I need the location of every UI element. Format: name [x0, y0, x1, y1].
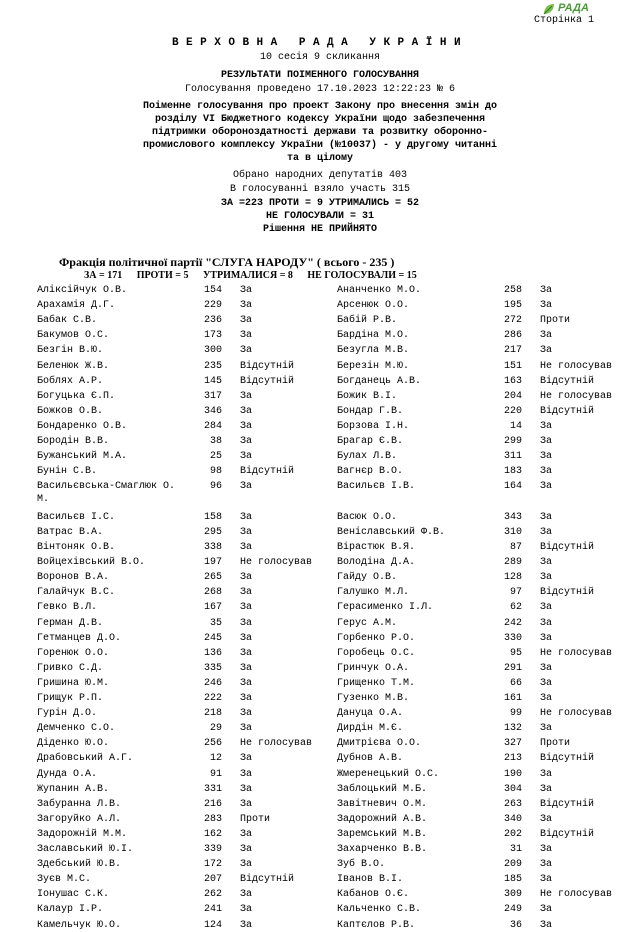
faction-not-voted: НЕ ГОЛОСУВАЛИ = 15 — [307, 270, 417, 281]
deputy-vote: За — [240, 285, 253, 296]
deputy-vote: За — [240, 919, 253, 931]
deputy-name: Задорожній М.М. — [37, 828, 128, 840]
deputy-name: Грищук Р.П. — [37, 693, 104, 704]
deputy-name: Дирдін М.Є. — [337, 723, 404, 735]
deputy-vote: За — [540, 677, 553, 689]
deputy-seat-number: 289 — [503, 557, 522, 569]
deputy-name: Васильєв І.С. — [37, 511, 116, 523]
deputy-name: Ватрас В.А. — [37, 526, 104, 538]
deputy-vote: За — [240, 632, 253, 644]
deputy-vote: За — [540, 481, 553, 493]
deputy-name: Гевко В.Л. — [37, 602, 98, 614]
deputy-seat-number: 207 — [203, 874, 222, 886]
deputy-vote: За — [540, 693, 553, 704]
deputy-seat-number: 222 — [203, 693, 222, 704]
deputy-vote: За — [540, 466, 553, 478]
deputy-vote: За — [240, 436, 253, 447]
deputy-seat-number: 343 — [503, 511, 522, 523]
deputy-seat-number: 161 — [503, 693, 522, 704]
deputy-seat-number: 173 — [203, 330, 222, 342]
not-voted-total: НЕ ГОЛОСУВАЛИ = 31 — [265, 211, 375, 222]
deputy-name: Дмитрієва О.О. — [337, 738, 422, 750]
deputy-vote: За — [540, 844, 553, 855]
deputy-name: Безгін В.Ю. — [37, 345, 104, 357]
deputy-seat-number: 338 — [203, 542, 222, 553]
deputy-vote: За — [540, 285, 553, 296]
participated-count: В голосуванні взяло участь 315 — [229, 184, 411, 195]
description-line: та в цілому — [286, 153, 353, 164]
deputy-seat-number: 217 — [503, 345, 522, 357]
deputy-seat-number: 213 — [503, 753, 522, 765]
deputy-vote: Відсутній — [240, 360, 295, 372]
deputy-vote: За — [240, 345, 253, 357]
deputy-seat-number: 335 — [203, 662, 222, 674]
deputy-seat-number: 283 — [203, 813, 222, 825]
deputy-vote: За — [240, 315, 253, 327]
deputy-seat-number: 229 — [203, 300, 222, 312]
deputy-seat-number: 124 — [203, 919, 222, 931]
deputy-name: Бородін В.В. — [37, 436, 110, 447]
deputy-name: Вінтоняк О.В. — [37, 542, 116, 553]
faction-abstained: УТРИМАЛИСЯ = 8 — [202, 270, 293, 281]
deputy-vote: Проти — [240, 813, 271, 825]
deputy-seat-number: 299 — [503, 436, 522, 447]
deputy-name: Герасименко І.Л. — [337, 602, 434, 614]
deputy-name: Дунда О.А. — [37, 768, 98, 780]
elected-count: Обрано народних депутатів 403 — [232, 170, 408, 181]
deputy-name-continued: М. — [37, 494, 50, 506]
vote-description — [100, 100, 540, 165]
decision: Рішення НЕ ПРИЙНЯТО — [262, 224, 378, 235]
deputy-vote: За — [540, 557, 553, 569]
deputy-vote: За — [240, 526, 253, 538]
description-line: Поіменне голосування про проект Закону про внесення змін до — [142, 101, 498, 112]
deputy-seat-number: 145 — [203, 375, 222, 387]
deputy-vote: За — [540, 602, 553, 614]
deputy-vote: За — [240, 844, 253, 855]
deputy-name: Богданець А.В. — [337, 375, 422, 387]
deputy-seat-number: 99 — [509, 708, 522, 720]
deputy-name: Божик В.І. — [337, 390, 398, 402]
deputy-seat-number: 204 — [503, 390, 522, 402]
deputy-seat-number: 96 — [209, 481, 222, 493]
deputy-name: Бондаренко О.В. — [37, 420, 128, 432]
deputy-seat-number: 258 — [503, 285, 522, 296]
deputy-seat-number: 346 — [203, 405, 222, 417]
deputy-name: Іонушас С.К. — [37, 889, 110, 901]
deputy-vote: За — [240, 677, 253, 689]
deputy-seat-number: 304 — [503, 783, 522, 795]
deputy-name: Галайчук В.С. — [37, 587, 116, 599]
deputy-name: Аліксійчук О.В. — [37, 285, 128, 296]
deputy-vote: За — [540, 511, 553, 523]
deputy-seat-number: 167 — [203, 602, 222, 614]
deputy-name: Брагар Є.В. — [337, 436, 404, 447]
deputy-vote: За — [540, 813, 553, 825]
deputy-seat-number: 235 — [203, 360, 222, 372]
deputy-name: Захарченко В.В. — [337, 844, 428, 855]
deputy-name: Гайду О.В. — [337, 572, 398, 584]
deputy-seat-number: 163 — [503, 375, 522, 387]
deputy-seat-number: 91 — [209, 768, 222, 780]
deputy-seat-number: 220 — [503, 405, 522, 417]
deputy-vote: За — [540, 662, 553, 674]
deputy-name: Бабак С.В. — [37, 315, 98, 327]
deputy-seat-number: 209 — [503, 859, 522, 871]
deputy-name: Зуб В.О. — [337, 859, 386, 871]
deputy-name: Жмеренецький О.С. — [337, 768, 440, 780]
rada-logo — [542, 2, 638, 16]
deputy-seat-number: 284 — [203, 420, 222, 432]
deputy-vote: За — [240, 708, 253, 720]
deputy-name: Беленюк Ж.В. — [37, 360, 110, 372]
deputy-seat-number: 98 — [209, 466, 222, 478]
deputy-name: Боблях А.Р. — [37, 375, 104, 387]
deputy-seat-number: 128 — [503, 572, 522, 584]
deputy-vote: За — [240, 420, 253, 432]
deputy-vote: Відсутній — [540, 828, 595, 840]
deputy-name: Зуєв М.С. — [37, 874, 92, 886]
deputy-name: Галушко М.Л. — [337, 587, 410, 599]
description-line: підтримки обороноздатності держави та розвитку оборонно- — [151, 127, 489, 138]
deputy-seat-number: 202 — [503, 828, 522, 840]
deputy-vote: Не голосував — [540, 390, 613, 402]
deputy-vote: За — [540, 330, 553, 342]
deputy-name: Кабанов О.Є. — [337, 889, 410, 901]
deputy-name: Арахамія Д.Г. — [37, 300, 116, 312]
deputy-vote: За — [540, 919, 553, 931]
deputy-seat-number: 331 — [203, 783, 222, 795]
deputy-vote: За — [240, 783, 253, 795]
deputy-name: Веніславський Ф.В. — [337, 526, 446, 538]
deputy-vote: Відсутній — [540, 375, 595, 387]
deputy-name: Вагнєр В.О. — [337, 466, 404, 478]
deputy-vote: Не голосував — [540, 360, 613, 372]
deputy-seat-number: 36 — [509, 919, 522, 931]
deputy-vote: За — [540, 526, 553, 538]
deputy-seat-number: 286 — [503, 330, 522, 342]
deputy-name: Березін М.Ю. — [337, 360, 410, 372]
deputy-seat-number: 218 — [203, 708, 222, 720]
deputy-name: Здебський Ю.В. — [37, 859, 122, 871]
deputy-seat-number: 256 — [203, 738, 222, 750]
deputy-name: Заремський М.В. — [337, 828, 428, 840]
deputy-seat-number: 87 — [509, 542, 522, 553]
deputy-seat-number: 190 — [503, 768, 522, 780]
deputy-name: Гришина Ю.М. — [37, 677, 110, 689]
deputy-vote: За — [240, 390, 253, 402]
deputy-name: Горбенко Р.О. — [337, 632, 416, 644]
vote-totals: ЗА =223 ПРОТИ = 9 УТРИМАЛИСЬ = 52 — [220, 198, 420, 209]
deputy-name: Божков О.В. — [37, 405, 104, 417]
deputy-seat-number: 263 — [503, 798, 522, 810]
deputy-seat-number: 195 — [503, 300, 522, 312]
deputy-seat-number: 340 — [503, 813, 522, 825]
deputy-vote: За — [240, 602, 253, 614]
deputy-seat-number: 295 — [203, 526, 222, 538]
deputy-name: Безугла М.В. — [337, 345, 410, 357]
deputy-vote: Відсутній — [540, 587, 595, 599]
deputy-vote: За — [540, 420, 553, 432]
deputy-seat-number: 262 — [203, 889, 222, 901]
deputy-vote: Не голосував — [540, 708, 613, 720]
deputy-name: Камельчук Ю.О. — [37, 919, 122, 931]
deputy-name: Дануца О.А. — [337, 708, 404, 720]
deputy-name: Заславський Ю.І. — [37, 844, 134, 855]
deputy-vote: Відсутній — [240, 466, 295, 478]
deputy-vote: Відсутній — [240, 375, 295, 387]
description-line: промислового комплексу України (№10037) - у другому читанні — [142, 140, 498, 151]
deputy-name: Діденко Ю.О. — [37, 738, 110, 750]
deputy-vote: За — [540, 451, 553, 463]
deputy-vote: За — [240, 693, 253, 704]
deputy-name: Борзова І.Н. — [337, 420, 410, 432]
deputy-name: Калаур І.Р. — [37, 904, 104, 916]
deputy-seat-number: 62 — [509, 602, 522, 614]
deputy-name: Герус А.М. — [337, 617, 398, 629]
deputy-name: Володіна Д.А. — [337, 557, 416, 569]
deputy-vote: За — [240, 768, 253, 780]
deputy-name: Забуранна Л.В. — [37, 798, 122, 810]
deputy-vote: За — [540, 345, 553, 357]
deputy-vote: Відсутній — [240, 874, 295, 886]
deputy-seat-number: 241 — [203, 904, 222, 916]
deputy-seat-number: 327 — [503, 738, 522, 750]
leaf-icon — [542, 2, 556, 16]
deputy-seat-number: 31 — [509, 844, 522, 855]
deputy-name: Демченко С.О. — [37, 723, 116, 735]
deputy-name: Іванов В.І. — [337, 874, 404, 886]
deputy-vote: За — [540, 859, 553, 871]
session-info: 10 сесія 9 скликання — [259, 52, 381, 63]
deputy-vote: За — [240, 542, 253, 553]
deputy-name: Войцехівський В.О. — [37, 557, 146, 569]
deputy-vote: За — [240, 828, 253, 840]
deputy-name: Загоруйко А.Л. — [37, 813, 122, 825]
deputy-name: Васильєвська-Смаглюк О. — [37, 481, 176, 493]
deputy-seat-number: 330 — [503, 632, 522, 644]
deputy-name: Арсенюк О.О. — [337, 300, 410, 312]
deputy-vote: За — [240, 587, 253, 599]
deputy-vote: За — [540, 783, 553, 795]
faction-for: ЗА = 171 — [84, 270, 123, 281]
deputy-name: Грищенко Т.М. — [337, 677, 416, 689]
deputy-vote: За — [540, 874, 553, 886]
deputy-seat-number: 242 — [503, 617, 522, 629]
deputy-vote: За — [540, 617, 553, 629]
deputy-vote: Відсутній — [540, 798, 595, 810]
deputy-vote: За — [240, 798, 253, 810]
deputy-vote: За — [540, 904, 553, 916]
deputy-seat-number: 97 — [509, 587, 522, 599]
deputy-name: Завітневич О.М. — [337, 798, 428, 810]
deputy-seat-number: 183 — [503, 466, 522, 478]
deputy-name: Бунін С.В. — [37, 466, 98, 478]
deputy-name: Бужанський М.А. — [37, 451, 128, 463]
deputy-vote: За — [540, 723, 553, 735]
deputy-vote: За — [240, 859, 253, 871]
deputy-seat-number: 272 — [503, 315, 522, 327]
deputy-name: Гетманцев Д.О. — [37, 632, 122, 644]
deputy-seat-number: 172 — [203, 859, 222, 871]
deputy-name: Гринчук О.А. — [337, 662, 410, 674]
deputy-name: Богуцька Є.П. — [37, 390, 116, 402]
deputy-seat-number: 136 — [203, 647, 222, 659]
deputy-vote: Відсутній — [540, 405, 595, 417]
description-line: розділу VI Бюджетного кодексу України щодо забезпечення — [154, 114, 486, 125]
faction-title: Фракція політичної партії "СЛУГА НАРОДУ" ( всього - 235 ) — [59, 255, 395, 269]
deputy-vote: За — [240, 647, 253, 659]
deputy-vote: За — [240, 572, 253, 584]
deputy-name: Васильєв І.В. — [337, 481, 416, 493]
deputy-name: Віpастюк В.Я. — [337, 542, 416, 553]
results-title: РЕЗУЛЬТАТИ ПОІМЕННОГО ГОЛОСУВАННЯ — [220, 70, 420, 81]
deputy-vote: За — [240, 662, 253, 674]
deputy-name: Васюк О.О. — [337, 511, 398, 523]
deputy-seat-number: 310 — [503, 526, 522, 538]
deputy-vote: Відсутній — [540, 753, 595, 765]
deputy-vote: За — [240, 300, 253, 312]
faction-against: ПРОТИ = 5 — [136, 270, 189, 281]
deputy-vote: Не голосував — [240, 738, 313, 750]
deputy-seat-number: 291 — [503, 662, 522, 674]
deputy-seat-number: 265 — [203, 572, 222, 584]
deputy-vote: За — [240, 753, 253, 765]
deputy-seat-number: 311 — [503, 451, 522, 463]
deputy-seat-number: 339 — [203, 844, 222, 855]
deputy-name: Гузенко М.В. — [337, 693, 410, 704]
deputy-name: Дубнов А.В. — [337, 753, 404, 765]
deputy-seat-number: 154 — [203, 285, 222, 296]
deputy-vote: За — [240, 723, 253, 735]
deputy-seat-number: 35 — [209, 617, 222, 629]
deputy-name: Жупанин А.В. — [37, 783, 110, 795]
deputy-vote: Не голосував — [240, 557, 313, 569]
deputy-vote: За — [540, 436, 553, 447]
deputy-seat-number: 300 — [203, 345, 222, 357]
deputy-vote: Відсутній — [540, 542, 595, 553]
deputy-name: Гурін Д.О. — [37, 708, 98, 720]
deputy-name: Бардіна М.О. — [337, 330, 410, 342]
deputy-name: Бакумов О.С. — [37, 330, 110, 342]
parliament-title: ВЕРХОВНА РАДА УКРАЇНИ — [171, 37, 469, 49]
deputy-vote: За — [540, 572, 553, 584]
deputy-name: Каптєлов Р.В. — [337, 919, 416, 931]
deputy-name: Воронов В.А. — [37, 572, 110, 584]
deputy-seat-number: 309 — [503, 889, 522, 901]
faction-stats — [84, 270, 429, 281]
deputy-vote: За — [240, 451, 253, 463]
deputy-vote: Не голосував — [540, 647, 613, 659]
logo-text: РАДА — [558, 2, 589, 14]
deputy-name: Бондар Г.В. — [337, 405, 404, 417]
deputy-seat-number: 162 — [203, 828, 222, 840]
deputy-vote: Проти — [540, 738, 571, 750]
deputy-seat-number: 185 — [503, 874, 522, 886]
deputy-seat-number: 95 — [509, 647, 522, 659]
deputy-seat-number: 132 — [503, 723, 522, 735]
deputy-name: Бабій Р.В. — [337, 315, 398, 327]
deputy-seat-number: 216 — [203, 798, 222, 810]
page-number: Сторінка 1 — [533, 15, 594, 26]
deputy-vote: Проти — [540, 315, 571, 327]
deputy-name: Булах Л.В. — [337, 451, 398, 463]
deputy-seat-number: 14 — [509, 420, 522, 432]
deputy-seat-number: 197 — [203, 557, 222, 569]
deputy-seat-number: 317 — [203, 390, 222, 402]
deputy-seat-number: 151 — [503, 360, 522, 372]
deputy-seat-number: 29 — [209, 723, 222, 735]
deputy-name: Драбовський А.Г. — [37, 753, 134, 765]
vote-held: Голосування проведено 17.10.2023 12:22:23 № 6 — [184, 84, 456, 95]
deputy-name: Герман Д.В. — [37, 617, 104, 629]
deputy-vote: За — [240, 511, 253, 523]
deputy-seat-number: 164 — [503, 481, 522, 493]
deputy-name: Заблоцький М.Б. — [337, 783, 428, 795]
deputy-name: Ананченко М.О. — [337, 285, 422, 296]
deputy-name: Горобець О.С. — [337, 647, 416, 659]
deputy-seat-number: 236 — [203, 315, 222, 327]
deputy-seat-number: 268 — [203, 587, 222, 599]
deputy-name: Задорожний А.В. — [337, 813, 428, 825]
deputy-vote: За — [240, 889, 253, 901]
deputy-vote: За — [540, 768, 553, 780]
deputy-seat-number: 249 — [503, 904, 522, 916]
deputy-vote: За — [540, 300, 553, 312]
deputy-name: Кальченко С.В. — [337, 904, 422, 916]
deputy-seat-number: 25 — [209, 451, 222, 463]
deputy-vote: За — [540, 632, 553, 644]
deputy-name: Гривко С.Д. — [37, 662, 104, 674]
deputy-seat-number: 38 — [209, 436, 222, 447]
deputy-seat-number: 12 — [209, 753, 222, 765]
deputy-seat-number: 245 — [203, 632, 222, 644]
deputy-vote: Не голосував — [540, 889, 613, 901]
deputy-vote: За — [240, 405, 253, 417]
deputy-vote: За — [240, 904, 253, 916]
deputy-seat-number: 246 — [203, 677, 222, 689]
deputy-vote: За — [240, 617, 253, 629]
deputy-name: Горенюк О.О. — [37, 647, 110, 659]
deputy-vote: За — [240, 481, 253, 493]
deputy-seat-number: 158 — [203, 511, 222, 523]
deputy-seat-number: 66 — [509, 677, 522, 689]
deputy-vote: За — [240, 330, 253, 342]
